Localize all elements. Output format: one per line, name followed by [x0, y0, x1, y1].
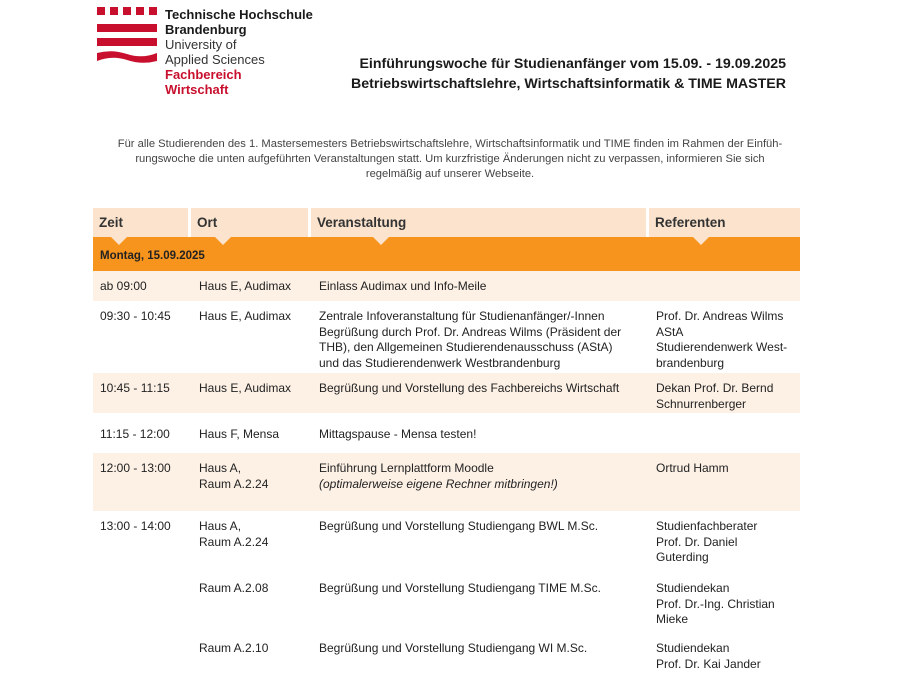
title-line-1: Einführungswoche für Studienanfänger vom 15.09. - 19.09.2025	[359, 56, 786, 72]
table-row	[93, 413, 800, 453]
logo-line-3: University of	[165, 37, 237, 52]
table-header	[93, 208, 800, 237]
table-row	[93, 453, 800, 511]
cell-event: Begrüßung und Vorstellung Studiengang TIME M.Sc.	[319, 581, 601, 595]
table-row	[93, 271, 800, 301]
cell-place: Haus A, Raum A.2.24	[199, 461, 269, 491]
cell-time: ab 09:00	[100, 279, 147, 293]
cell-place: Raum A.2.08	[199, 581, 269, 595]
cell-place: Haus A, Raum A.2.24	[199, 519, 269, 549]
cell-time: 10:45 - 11:15	[100, 381, 170, 395]
header-place: Ort	[191, 208, 311, 237]
intro-line-1: Für alle Studierenden des 1. Mastersemesters Betriebswirtschaftslehre, Wirtschaftsinformatik und TIME finden im Rahmen der Einfüh-	[117, 138, 783, 150]
cell-event: Begrüßung und Vorstellung Studiengang WI M.Sc.	[319, 641, 588, 655]
table-row	[93, 633, 800, 677]
table-row	[93, 511, 800, 573]
cell-event: Begrüßung und Vorstellung des Fachbereichs Wirtschaft	[319, 381, 620, 395]
cell-speakers: Prof. Dr. Andreas Wilms AStA Studierendenwerk West- brandenburg	[656, 309, 788, 370]
university-logo	[97, 7, 327, 102]
cell-place: Haus E, Audimax	[199, 309, 292, 323]
cell-speakers: Studiendekan Prof. Dr. Kai Jander	[656, 641, 761, 671]
header-event: Veranstaltung	[311, 208, 649, 237]
table-row	[93, 301, 800, 373]
logo-line-5: Fachbereich	[165, 67, 242, 82]
header-time: Zeit	[93, 208, 191, 237]
cell-event: Einführung Lernplattform Moodle (optimalerweise eigene Rechner mitbringen!)	[319, 461, 558, 491]
cell-time: 12:00 - 13:00	[100, 461, 171, 475]
intro-line-3: regelmäßig auf unserer Webseite.	[365, 168, 535, 180]
intro-line-2: rungswoche die unten aufgeführten Veranstaltungen statt. Um kurzfristige Änderungen nicht zu verpassen, informieren Sie sich	[135, 153, 765, 165]
cell-time: 11:15 - 12:00	[100, 427, 170, 441]
page-title	[351, 54, 786, 94]
cell-place: Haus E, Audimax	[199, 381, 292, 395]
logo-line-6: Wirtschaft	[165, 82, 229, 97]
schedule-table	[93, 208, 800, 677]
cell-event: Zentrale Infoveranstaltung für Studienanfänger/-Innen Begrüßung durch Prof. Dr. Andreas Wilms (Präsident der THB), den Allgemeinen Studierendenausschuss (AStA) und das Studierendenwerk Westbrandenburg	[319, 309, 622, 370]
logo-line-2: Brandenburg	[165, 22, 247, 37]
cell-speakers: Studiendekan Prof. Dr.-Ing. Christian Mieke	[656, 581, 775, 626]
logo-line-1: Technische Hochschule	[165, 7, 313, 22]
cell-event: Einlass Audimax und Info-Meile	[319, 279, 487, 293]
logo-line-4: Applied Sciences	[165, 52, 265, 67]
header-speakers: Referenten	[649, 208, 800, 237]
cell-time: 09:30 - 10:45	[100, 309, 171, 323]
cell-place: Haus F, Mensa	[199, 427, 280, 441]
logo-text	[165, 7, 313, 97]
intro-paragraph	[92, 137, 808, 182]
cell-speakers: Studienfachberater Prof. Dr. Daniel Guterding	[656, 519, 758, 564]
cell-speakers: Ortrud Hamm	[656, 461, 729, 475]
cell-speakers: Dekan Prof. Dr. Bernd Schnurrenberger	[656, 381, 774, 411]
logo-mark-icon	[97, 7, 157, 67]
cell-place: Haus E, Audimax	[199, 279, 292, 293]
cell-event: Mittagspause - Mensa testen!	[319, 427, 477, 441]
cell-time: 13:00 - 14:00	[100, 519, 171, 533]
title-line-2: Betriebswirtschaftslehre, Wirtschaftsinformatik & TIME MASTER	[350, 76, 786, 92]
day-label: Montag, 15.09.2025	[100, 250, 205, 262]
table-row	[93, 373, 800, 413]
cell-place: Raum A.2.10	[199, 641, 269, 655]
table-row	[93, 573, 800, 633]
cell-event: Begrüßung und Vorstellung Studiengang BWL M.Sc.	[319, 519, 599, 533]
